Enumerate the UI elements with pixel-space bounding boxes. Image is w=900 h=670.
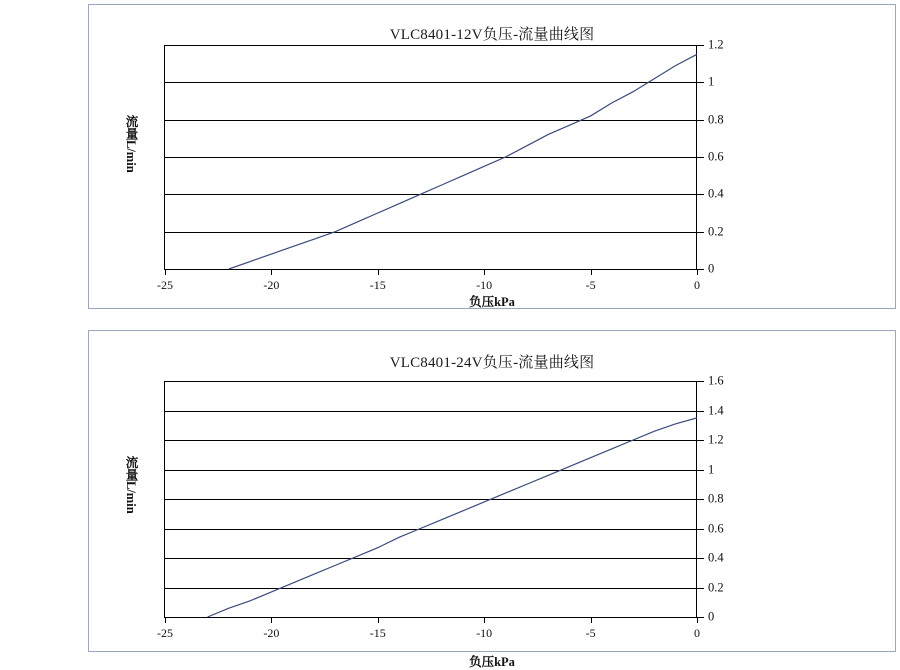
x-axis-tick-label: -20: [263, 278, 280, 292]
y-axis-tick-label: 0.4: [708, 186, 724, 201]
y-axis-title: 流量L/min: [124, 456, 138, 514]
y-axis-tick-label: 1.2: [708, 37, 724, 52]
y-axis-tick: [697, 617, 704, 618]
x-axis-tick: [271, 617, 272, 623]
x-axis-tick: [591, 269, 592, 275]
y-axis-tick-label: 1.2: [708, 432, 724, 447]
y-axis-tick: [697, 411, 704, 412]
y-axis-tick: [697, 381, 704, 382]
y-axis-tick: [697, 529, 704, 530]
x-axis-tick-label: -25: [157, 278, 173, 292]
x-axis-tick: [165, 269, 166, 275]
x-axis-tick: [165, 617, 166, 623]
y-axis-tick: [697, 120, 704, 121]
x-axis-tick: [378, 617, 379, 623]
x-axis-tick-label: 0: [694, 626, 700, 640]
y-axis-tick-label: 0.6: [708, 149, 724, 164]
x-axis-tick: [591, 617, 592, 623]
y-axis-tick-label: 1.4: [708, 403, 724, 417]
y-axis-tick-label: 0.2: [708, 580, 724, 594]
x-axis-tick-label: 0: [694, 278, 700, 292]
chart-title: VLC8401-12V负压-流量曲线图: [389, 27, 595, 43]
x-axis-tick-label: -10: [476, 626, 493, 640]
y-axis-tick: [697, 558, 704, 559]
y-axis-tick: [697, 588, 704, 589]
y-axis-tick-label: 0.6: [708, 521, 724, 535]
x-axis-tick-label: -15: [369, 278, 386, 292]
x-axis-title: 负压kPa: [469, 655, 515, 669]
y-axis-title: 流量L/min: [124, 115, 138, 173]
y-axis-tick-label: 1: [708, 462, 715, 476]
x-axis-tick: [271, 269, 272, 275]
x-axis-tick: [484, 269, 485, 275]
y-axis-tick: [697, 269, 704, 270]
x-axis-tick-label: -20: [263, 626, 280, 640]
x-axis-tick-label: -5: [585, 278, 596, 292]
y-axis-tick: [697, 440, 704, 441]
y-axis-tick-label: 0.8: [708, 112, 724, 127]
data-series-line: [165, 45, 697, 269]
y-axis-tick-label: 1.6: [708, 373, 724, 388]
x-axis-tick-label: -5: [585, 626, 596, 640]
y-axis-tick: [697, 470, 704, 471]
x-axis-tick: [484, 617, 485, 623]
y-axis-tick-label: 1: [708, 74, 715, 89]
y-axis-tick-label: 0.2: [708, 224, 724, 239]
y-axis-tick-label: 0: [708, 609, 715, 624]
y-axis-tick: [697, 194, 704, 195]
x-axis-tick: [697, 269, 698, 275]
x-axis-title: 负压kPa: [469, 295, 515, 309]
x-axis-tick-label: -15: [369, 626, 386, 640]
plot-area-12v: [157, 37, 724, 292]
x-axis-tick: [697, 617, 698, 623]
y-axis-tick-label: 0.8: [708, 491, 724, 506]
chart-title: VLC8401-24V负压-流量曲线图: [389, 355, 595, 371]
chart-panel-24v: [88, 330, 896, 669]
x-axis-tick: [378, 269, 379, 275]
y-axis-tick-label: 0.4: [708, 550, 724, 565]
y-axis-tick: [697, 232, 704, 233]
y-axis-tick: [697, 157, 704, 158]
plot-area-24v: [157, 373, 724, 640]
data-series-line: [165, 381, 697, 617]
y-axis-tick: [697, 499, 704, 500]
chart-panel-12v: [88, 4, 896, 309]
x-axis-tick-label: -25: [157, 626, 173, 640]
y-axis-tick: [697, 82, 704, 83]
y-axis-tick: [697, 45, 704, 46]
x-axis-tick-label: -10: [476, 278, 493, 292]
y-axis-tick-label: 0: [708, 261, 715, 276]
